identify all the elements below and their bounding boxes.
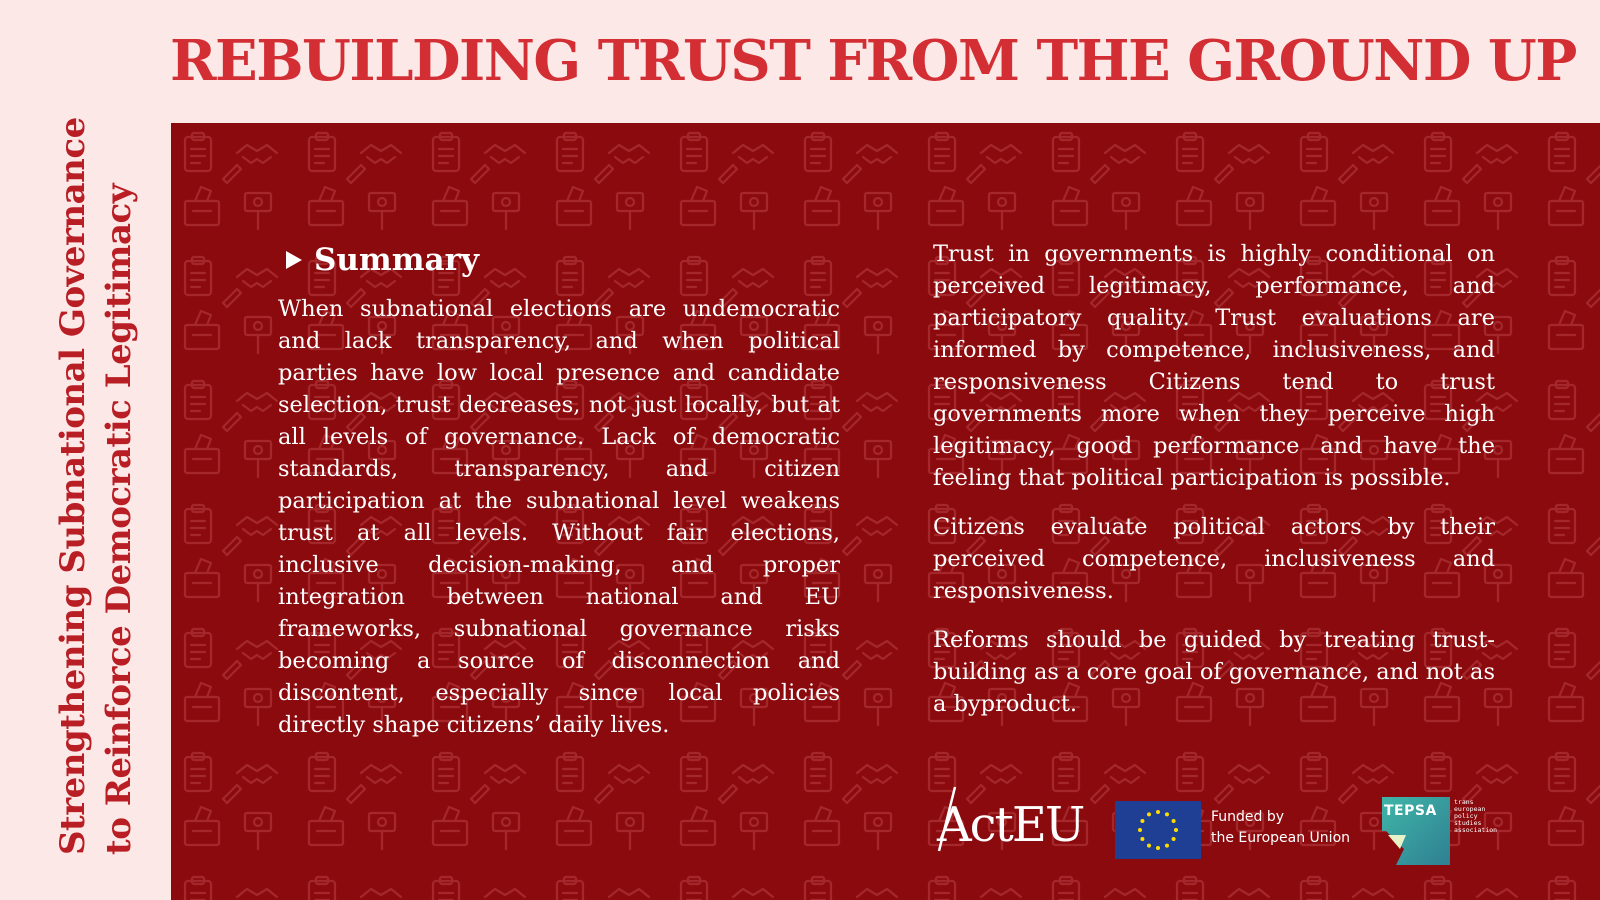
- finding-paragraph-1: Trust in governments is highly conditional on perceived legitimacy, performance, and participatory quality. Trust evaluations are informed by competence, inclusiveness, and responsiveness Citizens tend to trust governments more when they perceive high legitimacy, good performance and have the feeling that political participation is possible.: [933, 241, 1495, 491]
- finding-paragraph-2: Citizens evaluate political actors by their perceived competence, inclusiveness and responsiveness.: [933, 514, 1495, 604]
- summary-heading: [286, 241, 840, 279]
- finding-paragraph-3: Reforms should be guided by treating trust-building as a core goal of governance, and not as a byproduct.: [933, 627, 1495, 717]
- summary-column: [278, 241, 840, 741]
- side-title-line-1: Strengthening Subnational Governance: [53, 117, 93, 855]
- eu-funding-line-2: the European Union: [1211, 830, 1351, 846]
- eu-funding-text: [1211, 807, 1350, 849]
- play-arrow-icon: [286, 251, 302, 269]
- tepsa-subtitle: trans european policy studies association: [1454, 798, 1498, 834]
- findings-column: [933, 238, 1495, 737]
- summary-text: When subnational elections are undemocratic and lack transparency, and when political parties have low local presence and candidate selection, trust decreases, not just locally, but at all levels of governance. Lack of democratic standards, transparency, and citizen participation at the subnational level weakens trust at all levels. Without fair elections, inclusive decision-making, and proper integration between national and EU frameworks, subnational governance risks becoming a source of disconnection and discontent, especially since local policies directly shape citizens’ daily lives.: [278, 296, 840, 738]
- page-title: REBUILDING TRUST FROM THE GROUND UP: [170, 28, 1576, 94]
- eu-funding-line-1: Funded by: [1211, 809, 1285, 825]
- content-panel: [171, 123, 1600, 900]
- side-title-line-2: to Reinforce Democratic Legitimacy: [99, 183, 139, 855]
- eu-flag-icon: [1115, 801, 1201, 859]
- side-title: [50, 115, 142, 855]
- summary-heading-label: Summary: [314, 242, 479, 278]
- tepsa-label: TEPSA: [1384, 803, 1437, 819]
- acteu-logo: ActEU: [937, 797, 1084, 853]
